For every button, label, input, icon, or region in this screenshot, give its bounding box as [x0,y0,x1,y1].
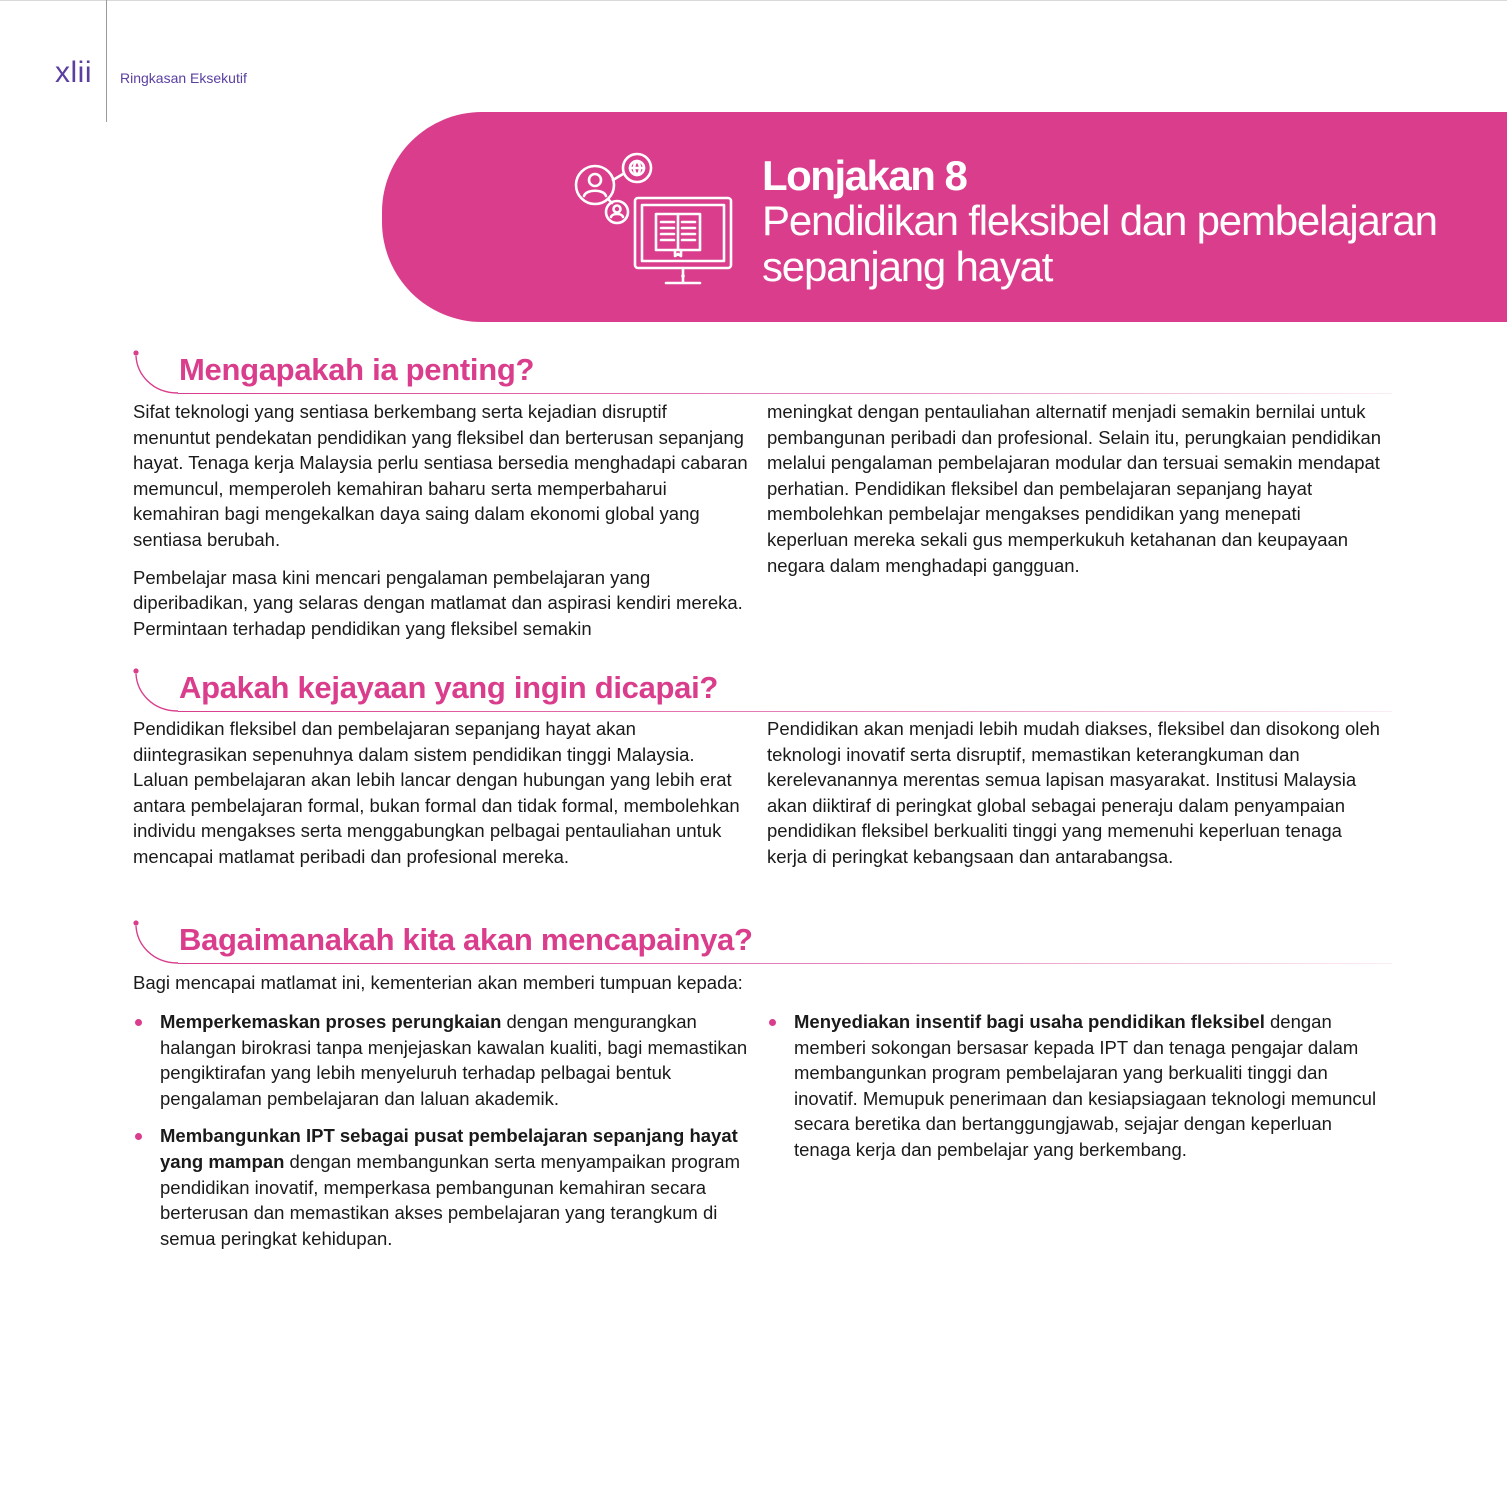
online-learning-monitor-icon [572,150,742,295]
bullet-item [767,1009,1382,1163]
section-how-left [133,1009,748,1263]
section-how-intro: Bagi mencapai matlamat ini, kementerian akan memberi tumpuan kepada: [133,972,743,993]
bullet-dot-icon [769,1019,776,1026]
page-number: xlii [55,56,92,89]
section-success-left [133,716,748,882]
bullet-item [133,1009,748,1111]
bullet-dot-icon [135,1019,142,1026]
section-heading-success [132,668,1392,712]
running-head: Ringkasan Eksekutif [120,70,247,86]
section-title: Bagaimanakah kita akan mencapainya? [179,922,753,957]
bullet-dot-icon [135,1133,142,1140]
paragraph: Pendidikan fleksibel dan pembelajaran sepanjang hayat akan diintegrasikan sepenuhnya dalam sistem pendidikan tinggi Malaysia. Laluan pembelajaran akan lebih lancar dengan hubungan yang lebih erat antara pembelajaran formal, bukan formal dan tidak formal, membolehkan individu mengakses serta menggabungkan pelbagai pentauliahan untuk mencapai matlamat peribadi dan profesional mereka. [133,718,740,867]
header-divider [106,0,107,122]
paragraph: Pembelajar masa kini mencari pengalaman pembelajaran yang diperibadikan, yang selaras dengan matlamat dan aspirasi kendiri mereka. Permintaan terhadap pendidikan yang fleksibel semakin [133,566,743,639]
section-how-right [767,1009,1382,1175]
bullet-bold-lead: Menyediakan insentif bagi usaha pendidikan fleksibel [794,1011,1265,1032]
heading-rule [178,711,1392,712]
banner-title: Lonjakan 8 [762,152,967,199]
heading-curl-icon [132,920,182,964]
heading-rule [178,963,1392,964]
section-heading-how [132,920,1392,964]
section-title: Mengapakah ia penting? [179,352,535,387]
bullet-text: dengan memberi sokongan bersasar kepada IPT dan tenaga pengajar dalam membangunkan program pembelajaran yang berkualiti tinggi dan inovatif. Memupuk penerimaan dan kesiapsiagaan teknologi memuncul secara beretika dan bertanggungjawab, sejajar dengan keperluan tenaga kerja dan pembelajar yang berkembang. [794,1011,1377,1160]
section-success-right [767,716,1382,882]
top-rule [0,0,1507,1]
paragraph: Pendidikan akan menjadi lebih mudah diakses, fleksibel dan disokong oleh teknologi inovatif serta disruptif, memastikan keterangkuman dan kerelevanannya merentas semua lapisan masyarakat. Institusi Malaysia akan diiktiraf di peringkat global sebagai peneraju dalam penyampaian pendidikan fleksibel berkualiti tinggi yang memenuhi keperluan tenaga kerja di peringkat kebangsaan dan antarabangsa. [767,718,1380,867]
bullet-item [133,1123,748,1251]
section-title: Apakah kejayaan yang ingin dicapai? [179,670,719,705]
paragraph: meningkat dengan pentauliahan alternatif menjadi semakin bernilai untuk pembangunan peribadi dan profesional. Selain itu, perungkaian pendidikan melalui pengalaman pembelajaran modular dan tersuai semakin mendapat perhatian. Pendidikan fleksibel dan pembelajaran sepanjang hayat membolehkan pembelajar mengakses pendidikan yang menepati keperluan mereka sekali gus memperkukuh ketahanan dan keupayaan negara dalam menghadapi gangguan. [767,401,1382,576]
heading-curl-icon [132,668,182,712]
banner-subtitle: Pendidikan fleksibel dan pembelajaran sepanjang hayat [762,197,1437,290]
section-heading-why [132,350,1392,394]
bullet-text: dengan mengurangkan halangan birokrasi tanpa menjejaskan kawalan kualiti, bagi memastikan pengiktirafan yang lebih menyeluruh terhadap pelbagai bentuk pengalaman pembelajaran dan laluan akademik. [160,1011,748,1109]
paragraph: Sifat teknologi yang sentiasa berkembang serta kejadian disruptif menuntut pendekatan pendidikan yang fleksibel dan berterusan sepanjang hayat. Tenaga kerja Malaysia perlu sentiasa bersedia menghadapi cabaran memuncul, memperoleh kemahiran baharu serta memperbaharui kemahiran bagi mengekalkan daya saing dalam ekonomi global yang sentiasa berubah. [133,401,748,550]
bullet-text: dengan membangunkan serta menyampaikan program pendidikan inovatif, memperkasa pembangunan kemahiran secara berterusan dan memastikan akses pembelajaran yang terangkum di semua peringkat kehidupan. [160,1150,740,1249]
heading-curl-icon [132,350,182,394]
section-why-right [767,399,1382,590]
bullet-bold-lead: Memperkemaskan proses perungkaian [160,1011,502,1032]
section-why-left [133,399,748,653]
lonjakan-banner [382,112,1507,322]
heading-rule [178,393,1392,394]
bullet-bold-lead: Membangunkan IPT sebagai pusat pembelajaran sepanjang hayat yang mampan [160,1125,738,1172]
